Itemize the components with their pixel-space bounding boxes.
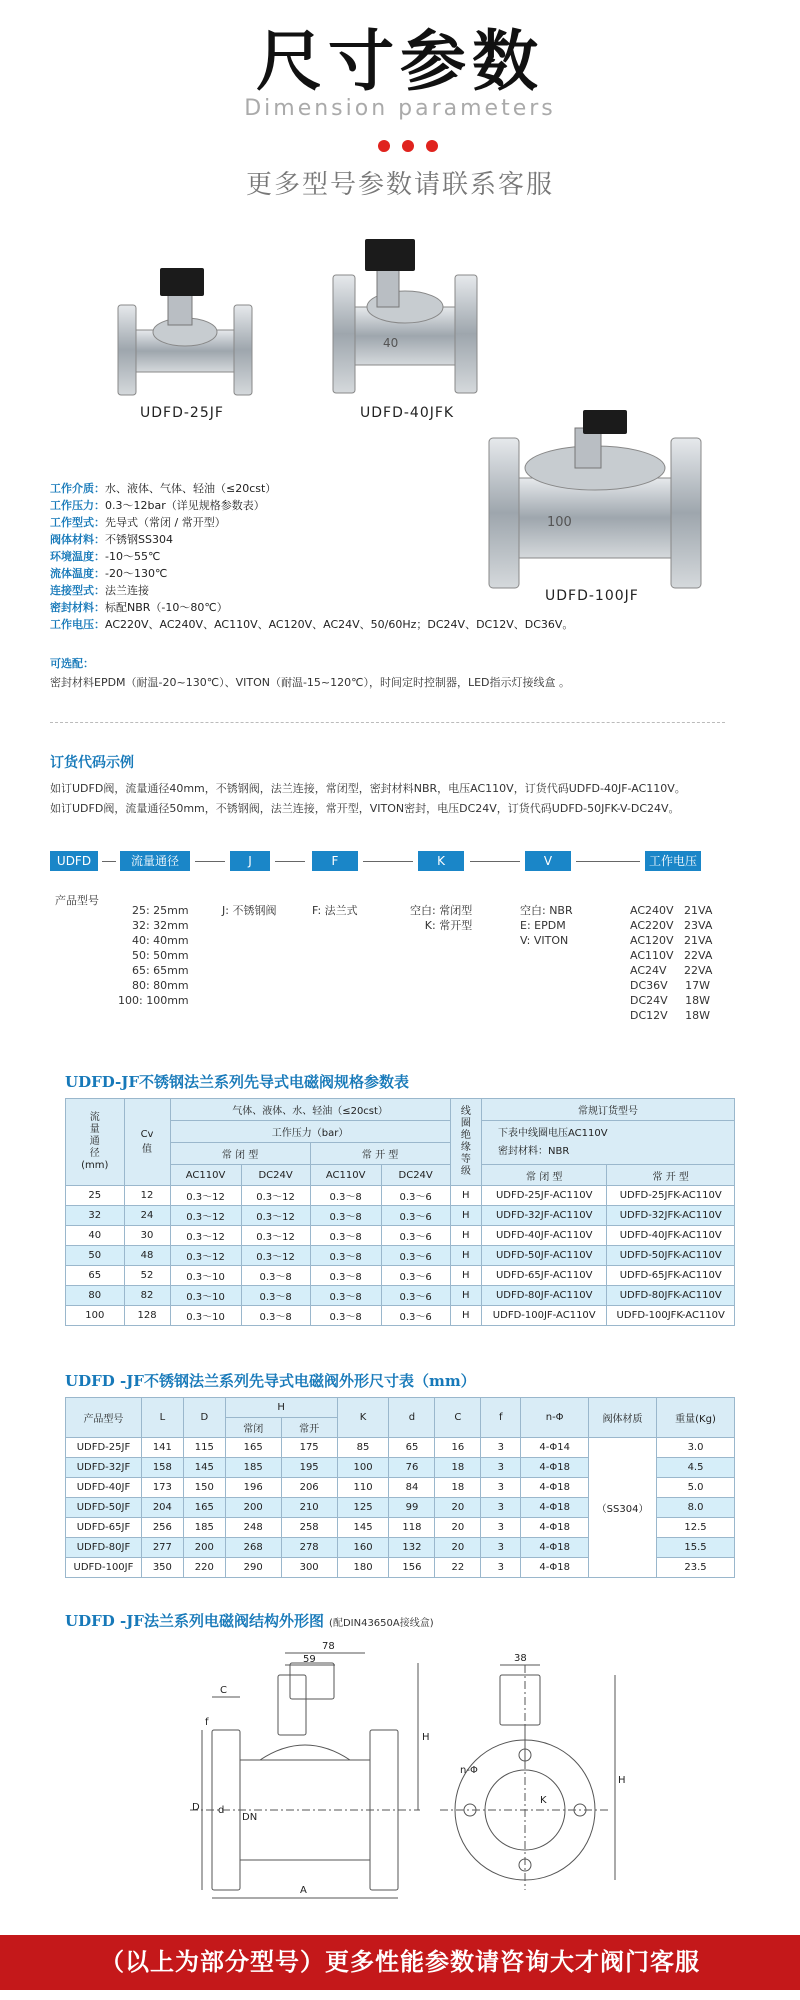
table-cell: UDFD-80JF [66,1538,142,1558]
table-cell: 0.3～12 [170,1226,241,1246]
dim-th-weight: 重量(Kg) [657,1398,735,1438]
table-cell: UDFD-50JFK-AC110V [607,1246,735,1266]
spec-line [50,497,265,513]
table-row [66,1266,735,1286]
spec-label: 阀体材料： [50,533,105,546]
dim-label-f: f [205,1717,209,1728]
table-cell: 99 [389,1498,435,1518]
ordering-example-1: 如订UDFD阀，流量通径40mm，不锈钢阀，法兰连接，常闭型，密封材料NBR，电压AC110V，订货代码UDFD-40JF-AC110V。 [50,782,686,795]
table-cell: 20 [435,1498,481,1518]
table-cell: 18 [435,1478,481,1498]
code-separator [102,861,116,862]
drawing-note: (配DIN43650A接线盒) [329,1618,434,1629]
code-desc-v: 空白: NBR E: EPDM V: VITON [520,904,573,947]
table-cell: UDFD-40JFK-AC110V [607,1226,735,1246]
table-cell: 0.3～6 [381,1266,450,1286]
table-cell: UDFD-50JF [66,1498,142,1518]
spec-label: 工作压力： [50,499,105,512]
table-cell: 4-Φ18 [521,1518,589,1538]
table-cell: 85 [337,1438,389,1458]
table-cell: 0.3～8 [310,1246,381,1266]
code-box-dn: 流量通径 [120,851,190,871]
table-cell: 141 [141,1438,183,1458]
table-cell: 4-Φ18 [521,1558,589,1578]
table-cell: 278 [281,1538,337,1558]
spec-value: 0.3～12bar（详见规格参数表） [105,499,265,512]
spec-value: 水、液体、气体、轻油（≤20cst） [105,482,277,495]
table-cell: 248 [225,1518,281,1538]
spec-table [65,1098,735,1326]
table-cell: 115 [183,1438,225,1458]
table-cell: 150 [183,1478,225,1498]
table-cell: 0.3～6 [381,1186,450,1206]
code-box-voltage: 工作电压 [645,851,701,871]
dim-th-c: C [435,1398,481,1438]
table-cell: 76 [389,1458,435,1478]
table-cell: 4-Φ18 [521,1458,589,1478]
connector-box-front [500,1675,540,1725]
decor-dot [402,140,414,152]
spec-value: AC220V、AC240V、AC110V、AC120V、AC24V、50/60Hz；DC24V、DC12V、DC36V。 [105,618,574,631]
table-cell: 100 [66,1306,125,1326]
spec-label: 连接型式： [50,584,105,597]
valve-caption-40: UDFD-40JFK [360,405,455,421]
table-cell: 15.5 [657,1538,735,1558]
table-cell: UDFD-25JF-AC110V [482,1186,607,1206]
table-cell: 23.5 [657,1558,735,1578]
table-cell: 3 [481,1558,521,1578]
table-cell: 158 [141,1458,183,1478]
spec-th-ac: AC110V [310,1165,381,1186]
table-cell: H [450,1246,481,1266]
table-cell: H [450,1266,481,1286]
spec-th-ac: AC110V [170,1165,241,1186]
table-cell: 0.3～8 [310,1226,381,1246]
dim-label-d-small: d [218,1805,225,1816]
table-cell: 160 [337,1538,389,1558]
drawing-title-row [65,1610,434,1631]
spec-th-order-note [482,1121,735,1165]
table-cell: 0.3～8 [310,1206,381,1226]
divider [50,722,725,723]
spec-value: -20～130℃ [105,567,168,580]
table-cell: 40 [66,1226,125,1246]
valve-image-40 [325,235,485,400]
table-cell: 24 [124,1206,170,1226]
table-cell: 206 [281,1478,337,1498]
code-desc-model: 产品型号 [55,894,99,907]
table-cell: 165 [225,1438,281,1458]
table-cell: 110 [337,1478,389,1498]
dim-label-h: H [422,1732,430,1743]
ordering-title: 订货代码示例 [50,755,134,771]
dim-th-f: f [481,1398,521,1438]
valve-100-body-mark: 100 [547,515,572,530]
table-cell: 52 [124,1266,170,1286]
table-cell: 12.5 [657,1518,735,1538]
table-cell: UDFD-40JF [66,1478,142,1498]
table-cell: 32 [66,1206,125,1226]
spec-th-order-nc: 常 闭 型 [482,1165,607,1186]
code-separator [195,861,225,862]
table-cell: H [450,1206,481,1226]
optional-text: 密封材料EPDM（耐温-20~130℃）、VITON（耐温-15~120℃），时间定时控制器，LED指示灯接线盒 。 [50,676,571,689]
spec-line [50,582,149,598]
table-cell: 196 [225,1478,281,1498]
table-cell: 0.3～12 [170,1206,241,1226]
dim-label-a: A [300,1885,307,1896]
table-cell: 0.3～8 [310,1186,381,1206]
connector-box [290,1663,334,1699]
spec-th-nc: 常 闭 型 [170,1143,310,1165]
valve-caption-100: UDFD-100JF [545,588,639,604]
table-cell: 300 [281,1558,337,1578]
dim-label-d: D [192,1802,200,1813]
dim-th-l: L [141,1398,183,1438]
table-cell: 0.3～10 [170,1266,241,1286]
spec-line [50,548,160,564]
table-cell: 185 [225,1458,281,1478]
table-cell: 3 [481,1498,521,1518]
spec-label: 工作电压： [50,618,105,631]
spec-th-cv: Cv 值 [124,1099,170,1186]
code-separator [275,861,305,862]
table-cell: 5.0 [657,1478,735,1498]
table-cell: 20 [435,1538,481,1558]
table-row [66,1438,735,1458]
order-note-voltage: 下表中线圈电压AC110V [498,1127,608,1139]
table-cell: 0.3～6 [381,1286,450,1306]
table-cell: 48 [124,1246,170,1266]
table-cell: 0.3～12 [241,1206,310,1226]
table-cell: 0.3～8 [310,1266,381,1286]
table-cell: 200 [225,1498,281,1518]
table-cell: 3 [481,1478,521,1498]
spec-line [50,599,228,615]
table-row [66,1286,735,1306]
table-cell: 8.0 [657,1498,735,1518]
table-cell: 125 [337,1498,389,1518]
valve-image-25 [110,260,260,400]
table-cell: 0.3～12 [170,1246,241,1266]
table-cell: 0.3～6 [381,1226,450,1246]
table-cell: H [450,1286,481,1306]
footer-banner: （以上为部分型号）更多性能参数请咨询大才阀门客服 [0,1935,800,1990]
decor-dot [378,140,390,152]
spec-line [50,616,573,632]
table-cell: 4-Φ18 [521,1498,589,1518]
table-cell: UDFD-65JF-AC110V [482,1266,607,1286]
table-cell: 4.5 [657,1458,735,1478]
code-box-f: F [312,851,358,871]
table-cell: 0.3～12 [241,1186,310,1206]
table-cell: 290 [225,1558,281,1578]
dim-table [65,1397,735,1578]
table-cell: UDFD-100JF [66,1558,142,1578]
table-cell: UDFD-25JF [66,1438,142,1458]
table-cell: H [450,1186,481,1206]
table-cell: 22 [435,1558,481,1578]
dim-table-title: UDFD -JF不锈钢法兰系列先导式电磁阀外形尺寸表（mm） [65,1372,476,1390]
table-cell: 0.3～10 [170,1286,241,1306]
spec-line [50,514,226,530]
dim-label-k: K [540,1795,547,1806]
ordering-example-2: 如订UDFD阀，流量通径50mm，不锈钢阀，法兰连接，常开型，VITON密封，电压DC24V，订货代码UDFD-50JFK-V-DC24V。 [50,802,680,815]
spec-label: 工作介质： [50,482,105,495]
table-cell: 173 [141,1478,183,1498]
dim-th-nphi: n-Φ [521,1398,589,1438]
table-cell: 256 [141,1518,183,1538]
spec-th-pressure: 工作压力（bar） [170,1121,450,1143]
table-cell: UDFD-40JF-AC110V [482,1226,607,1246]
dim-th-h-no: 常开 [281,1418,337,1438]
table-cell: 0.3～8 [241,1266,310,1286]
table-cell: 145 [337,1518,389,1538]
decor-dot [426,140,438,152]
spec-th-medium: 气体、液体、水、轻油（≤20cst） [170,1099,450,1121]
table-cell: 175 [281,1438,337,1458]
page-subtitle: Dimension parameters [244,96,556,121]
dim-label-dn: DN [242,1812,258,1823]
spec-line [50,565,167,581]
table-cell: 180 [337,1558,389,1578]
spec-th-order: 常规订货型号 [482,1099,735,1121]
table-cell: 0.3～12 [241,1226,310,1246]
table-cell: UDFD-32JFK-AC110V [607,1206,735,1226]
table-cell: 128 [124,1306,170,1326]
code-box-v: V [525,851,571,871]
dim-th-d-small: d [389,1398,435,1438]
code-box-j: J [230,851,270,871]
table-cell: 0.3～6 [381,1246,450,1266]
front-view-drawing [440,1645,630,1895]
spec-th-dc: DC24V [241,1165,310,1186]
table-cell: 50 [66,1246,125,1266]
table-cell: 0.3～10 [170,1306,241,1326]
optional-label: 可选配： [50,657,94,670]
table-cell: 0.3～12 [170,1186,241,1206]
dim-label-h-front: H [618,1775,626,1786]
table-cell: 118 [389,1518,435,1538]
dim-th-d: D [183,1398,225,1438]
drawing-title: UDFD -JF法兰系列电磁阀结构外形图 [65,1612,324,1630]
table-cell: 3.0 [657,1438,735,1458]
table-cell: 0.3～8 [241,1306,310,1326]
table-cell: 4-Φ14 [521,1438,589,1458]
dim-th-h: H [225,1398,337,1418]
dim-label-78: 78 [322,1641,335,1652]
table-cell: 4-Φ18 [521,1538,589,1558]
table-cell: 100 [337,1458,389,1478]
table-row [66,1206,735,1226]
table-cell: UDFD-25JFK-AC110V [607,1186,735,1206]
spec-label: 流体温度： [50,567,105,580]
table-cell: H [450,1226,481,1246]
valve-caption-25: UDFD-25JF [140,405,224,421]
table-cell: 3 [481,1458,521,1478]
table-cell: 220 [183,1558,225,1578]
table-cell: 132 [389,1538,435,1558]
code-desc-j: J: 不锈钢阀 [222,904,277,917]
code-separator [363,861,413,862]
dim-label-c: C [220,1685,227,1696]
table-cell: 0.3～8 [310,1286,381,1306]
code-desc-dn: 25: 25mm 32: 32mm 40: 40mm 50: 50mm 65: 65mm 80: 80mm 100: 100mm [118,904,189,1007]
table-cell: 210 [281,1498,337,1518]
table-cell: 65 [66,1266,125,1286]
table-cell: 185 [183,1518,225,1538]
dim-label-59: 59 [303,1654,316,1665]
table-cell: 3 [481,1518,521,1538]
table-row [66,1306,735,1326]
table-cell: 0.3～6 [381,1206,450,1226]
table-cell: 80 [66,1286,125,1306]
spec-value: -10～55℃ [105,550,161,563]
table-cell: 0.3～12 [241,1246,310,1266]
table-cell: 3 [481,1438,521,1458]
code-separator [576,861,640,862]
valve-40-body-mark: 40 [383,336,399,350]
table-cell: 25 [66,1186,125,1206]
table-cell: 277 [141,1538,183,1558]
table-cell: 3 [481,1538,521,1558]
table-cell: 65 [389,1438,435,1458]
spec-table-title: UDFD-JF不锈钢法兰系列先导式电磁阀规格参数表 [65,1073,409,1091]
code-box-model: UDFD [50,851,98,871]
table-cell: UDFD-32JF-AC110V [482,1206,607,1226]
table-cell: 156 [389,1558,435,1578]
code-desc-k: 空白: 常闭型 K: 常开型 [410,904,473,932]
spec-th-dn: 流 量 通 径 (mm) [66,1099,125,1186]
dim-label-nphi: n-Φ [460,1765,478,1776]
spec-label: 环境温度： [50,550,105,563]
table-cell: 4-Φ18 [521,1478,589,1498]
spec-label: 密封材料： [50,601,105,614]
spec-value: 先导式（常闭 / 常开型） [105,516,226,529]
spec-th-dc: DC24V [381,1165,450,1186]
table-cell: UDFD-80JFK-AC110V [607,1286,735,1306]
table-cell: 204 [141,1498,183,1518]
table-cell: 200 [183,1538,225,1558]
spec-value: 标配NBR（-10～80℃） [105,601,228,614]
table-cell: 268 [225,1538,281,1558]
table-cell: 30 [124,1226,170,1246]
table-cell: 12 [124,1186,170,1206]
table-cell: UDFD-65JF [66,1518,142,1538]
table-cell: 195 [281,1458,337,1478]
table-cell: UDFD-100JF-AC110V [482,1306,607,1326]
code-separator [470,861,520,862]
table-cell: 145 [183,1458,225,1478]
spec-th-no: 常 开 型 [310,1143,450,1165]
table-cell: 20 [435,1518,481,1538]
table-cell: UDFD-32JF [66,1458,142,1478]
table-cell: 84 [389,1478,435,1498]
table-cell: 0.3～8 [241,1286,310,1306]
bonnet [260,1745,350,1760]
page-title: 尺寸参数 [256,23,544,100]
table-row [66,1226,735,1246]
table-cell: UDFD-100JFK-AC110V [607,1306,735,1326]
table-cell: 16 [435,1438,481,1458]
table-cell: H [450,1306,481,1326]
valve-image-100 [485,408,705,593]
table-cell: UDFD-80JF-AC110V [482,1286,607,1306]
material-cell: （SS304） [589,1438,657,1578]
table-row [66,1186,735,1206]
spec-line [50,480,276,496]
spec-value: 法兰连接 [105,584,149,597]
dim-th-material: 阀体材质 [589,1398,657,1438]
table-cell: 0.3～8 [310,1306,381,1326]
table-cell: 165 [183,1498,225,1518]
dim-th-model: 产品型号 [66,1398,142,1438]
table-cell: UDFD-65JFK-AC110V [607,1266,735,1286]
spec-label: 工作型式： [50,516,105,529]
spec-th-coil: 线 圈 绝 缘 等 级 [450,1099,481,1186]
dim-th-h-nc: 常闭 [225,1418,281,1438]
spec-th-order-no: 常 开 型 [607,1165,735,1186]
code-box-k: K [418,851,464,871]
table-cell: UDFD-50JF-AC110V [482,1246,607,1266]
spec-value: 不锈钢SS304 [105,533,173,546]
table-cell: 82 [124,1286,170,1306]
dim-th-k: K [337,1398,389,1438]
spec-line [50,531,173,547]
tagline: 更多型号参数请联系客服 [245,170,554,200]
code-desc-voltage: AC240V 21VA AC220V 23VA AC120V 21VA AC110V 22VA AC24V 22VA DC36V 17W DC24V 18W DC12V 18W [630,904,713,1022]
side-view-drawing [190,1635,440,1905]
table-row [66,1246,735,1266]
coil [278,1675,306,1735]
code-desc-f: F: 法兰式 [312,904,358,917]
table-cell: 258 [281,1518,337,1538]
table-cell: 350 [141,1558,183,1578]
table-cell: 18 [435,1458,481,1478]
table-cell: 0.3～6 [381,1306,450,1326]
order-note-seal: 密封材料：NBR [498,1145,570,1157]
dim-label-38: 38 [514,1653,527,1664]
